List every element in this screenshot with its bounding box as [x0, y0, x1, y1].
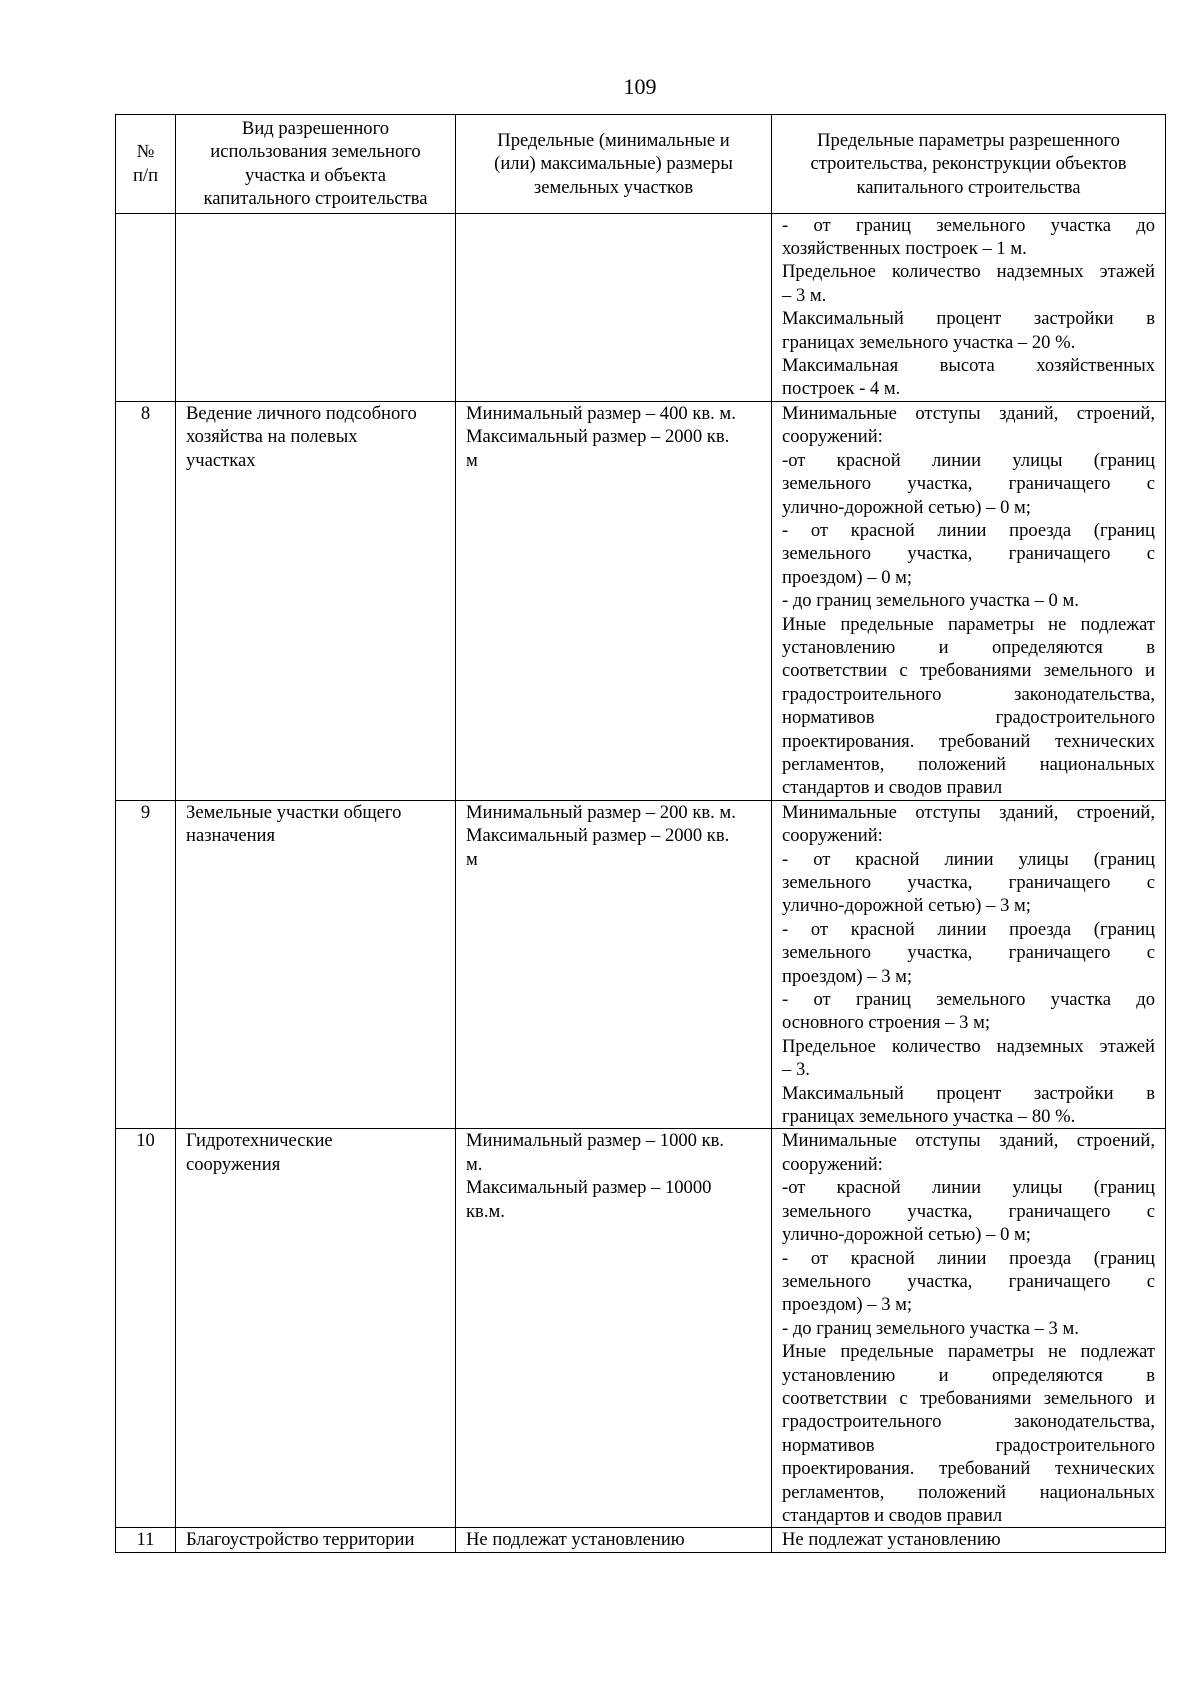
cell-line: Не подлежат установлению — [466, 1529, 685, 1551]
header-size — [456, 115, 772, 214]
cell-line: соответствии с требованиями земельного и — [782, 660, 1155, 682]
cell-line: назначения — [186, 825, 276, 847]
cell-line: улично-дорожной сетью) – 0 м; — [782, 496, 1031, 518]
table-row — [116, 213, 1166, 401]
cell-line: - от красной линии проезда (границ — [782, 918, 1155, 940]
land-use-type-cell — [176, 1528, 456, 1552]
cell-line: - от красной линии проезда (границ — [782, 519, 1155, 541]
page-number: 109 — [623, 74, 657, 99]
cell-line: основного строения – 3 м; — [782, 1012, 990, 1034]
cell-line: земельного участка, граничащего с — [782, 543, 1155, 565]
cell-line: нормативов градостроительного — [782, 707, 1155, 729]
cell-line: Максимальный размер – 2000 кв. — [466, 825, 730, 847]
cell-line: границах земельного участка – 80 %. — [782, 1106, 1076, 1128]
header-line: капитального строительства — [856, 176, 1081, 198]
row-number: 9 — [116, 800, 176, 1129]
cell-line: сооружений: — [782, 1153, 883, 1175]
cell-line: м. — [466, 1153, 483, 1175]
cell-line: Гидротехнические — [186, 1130, 333, 1152]
construction-params-cell — [772, 800, 1166, 1129]
cell-line: регламентов, положений национальных — [782, 753, 1155, 775]
construction-params-cell — [772, 213, 1166, 401]
cell-line: земельного участка, граничащего с — [782, 1200, 1155, 1222]
cell-line: Максимальный размер – 2000 кв. — [466, 426, 730, 448]
cell-line: земельного участка, граничащего с — [782, 1270, 1155, 1292]
cell-line: сооружений: — [782, 426, 883, 448]
cell-line: Максимальный процент застройки в — [782, 308, 1155, 330]
header-line: земельных участков — [533, 176, 694, 198]
cell-line: м — [466, 449, 478, 471]
row-number: 8 — [116, 401, 176, 800]
row-number: 11 — [116, 1528, 176, 1552]
cell-line: Благоустройство территории — [186, 1529, 415, 1551]
cell-line: - от красной линии улицы (границ — [782, 848, 1155, 870]
cell-line: проездом) – 0 м; — [782, 566, 913, 588]
header-line: капитального строительства — [203, 188, 428, 210]
header-line: Предельные (минимальные и — [497, 129, 730, 151]
cell-line: Предельное количество надземных этажей — [782, 261, 1155, 283]
cell-line: сооружения — [186, 1153, 281, 1175]
cell-line: регламентов, положений национальных — [782, 1481, 1155, 1503]
cell-line: земельного участка, граничащего с — [782, 473, 1155, 495]
table-row — [116, 800, 1166, 1129]
cell-line: кв.м. — [466, 1200, 505, 1222]
cell-line: стандартов и сводов правил — [782, 777, 1003, 799]
cell-line: Предельное количество надземных этажей — [782, 1035, 1155, 1057]
plot-size-cell — [456, 1129, 772, 1528]
row-number — [116, 213, 176, 401]
cell-line: Минимальные отступы зданий, строений, — [782, 402, 1155, 424]
header-num — [116, 115, 176, 214]
header-line: строительства, реконструкции объектов — [810, 153, 1127, 175]
cell-line: -от красной линии улицы (границ — [782, 1177, 1155, 1199]
cell-line: установлению и определяются в — [782, 636, 1155, 658]
cell-line: Земельные участки общего — [186, 801, 402, 823]
construction-params-cell — [772, 401, 1166, 800]
header-type — [176, 115, 456, 214]
cell-line: градостроительного законодательства, — [782, 683, 1155, 705]
header-line: Вид разрешенного — [241, 118, 390, 139]
cell-line: – 3. — [782, 1059, 810, 1081]
cell-line: границах земельного участка – 20 %. — [782, 331, 1076, 353]
cell-line: – 3 м. — [782, 284, 827, 306]
header-line: № — [136, 141, 155, 163]
cell-line: Не подлежат установлению — [782, 1529, 1001, 1551]
table-body — [116, 213, 1166, 1552]
cell-line: - от границ земельного участка до — [782, 989, 1155, 1011]
cell-line: участках — [186, 449, 256, 471]
cell-line: нормативов градостроительного — [782, 1434, 1155, 1456]
header-line: Предельные параметры разрешенного — [817, 129, 1120, 151]
cell-line: проездом) – 3 м; — [782, 1294, 913, 1316]
cell-line: Минимальный размер – 200 кв. м. — [466, 801, 736, 823]
cell-line: Минимальный размер – 400 кв. м. — [466, 402, 736, 424]
table-row — [116, 1528, 1166, 1552]
cell-line: Максимальный процент застройки в — [782, 1082, 1155, 1104]
row-number: 10 — [116, 1129, 176, 1528]
table-row — [116, 401, 1166, 800]
cell-line: хозяйственных построек – 1 м. — [782, 238, 1027, 260]
cell-line: хозяйства на полевых — [186, 426, 358, 448]
cell-line: улично-дорожной сетью) – 3 м; — [782, 895, 1031, 917]
table-row — [116, 1129, 1166, 1528]
plot-size-cell — [456, 401, 772, 800]
header-line: (или) максимальные) размеры — [494, 153, 733, 175]
cell-line: стандартов и сводов правил — [782, 1504, 1003, 1526]
cell-line: соответствии с требованиями земельного и — [782, 1387, 1155, 1409]
header-line: использования земельного — [210, 141, 421, 163]
header-line: участка и объекта — [244, 164, 387, 186]
land-use-type-cell — [176, 1129, 456, 1528]
cell-line: градостроительного законодательства, — [782, 1411, 1155, 1433]
plot-size-cell — [456, 213, 772, 401]
cell-line: - от границ земельного участка до — [782, 214, 1155, 236]
cell-line: - до границ земельного участка – 0 м. — [782, 590, 1079, 612]
land-use-parameters-table — [115, 114, 1166, 1553]
cell-line: проездом) – 3 м; — [782, 965, 913, 987]
cell-line: установлению и определяются в — [782, 1364, 1155, 1386]
cell-line: - до границ земельного участка – 3 м. — [782, 1317, 1079, 1339]
cell-line: -от красной линии улицы (границ — [782, 449, 1155, 471]
cell-line: построек - 4 м. — [782, 378, 901, 400]
cell-line: Минимальные отступы зданий, строений, — [782, 801, 1155, 823]
cell-line: сооружений: — [782, 825, 883, 847]
construction-params-cell — [772, 1528, 1166, 1552]
cell-line: Ведение личного подсобного — [186, 402, 417, 424]
construction-params-cell — [772, 1129, 1166, 1528]
cell-line: проектирования. требований технических — [782, 730, 1155, 752]
cell-line: проектирования. требований технических — [782, 1458, 1155, 1480]
cell-line: - от красной линии проезда (границ — [782, 1247, 1155, 1269]
cell-line: Максимальный размер – 10000 — [466, 1177, 712, 1199]
header-line: п/п — [132, 164, 159, 186]
land-use-type-cell — [176, 800, 456, 1129]
cell-line: Иные предельные параметры не подлежат — [782, 1341, 1155, 1363]
cell-line: Иные предельные параметры не подлежат — [782, 613, 1155, 635]
cell-line: улично-дорожной сетью) – 0 м; — [782, 1224, 1031, 1246]
header-params — [772, 115, 1166, 214]
cell-line: земельного участка, граничащего с — [782, 872, 1155, 893]
plot-size-cell — [456, 800, 772, 1129]
land-use-type-cell — [176, 213, 456, 401]
plot-size-cell — [456, 1528, 772, 1552]
table-header-row — [116, 115, 1166, 214]
cell-line: Минимальный размер – 1000 кв. — [466, 1130, 725, 1152]
land-use-type-cell — [176, 401, 456, 800]
cell-line: земельного участка, граничащего с — [782, 942, 1155, 964]
cell-line: м — [466, 848, 478, 870]
cell-line: Максимальная высота хозяйственных — [782, 355, 1155, 377]
cell-line: Минимальные отступы зданий, строений, — [782, 1130, 1155, 1152]
